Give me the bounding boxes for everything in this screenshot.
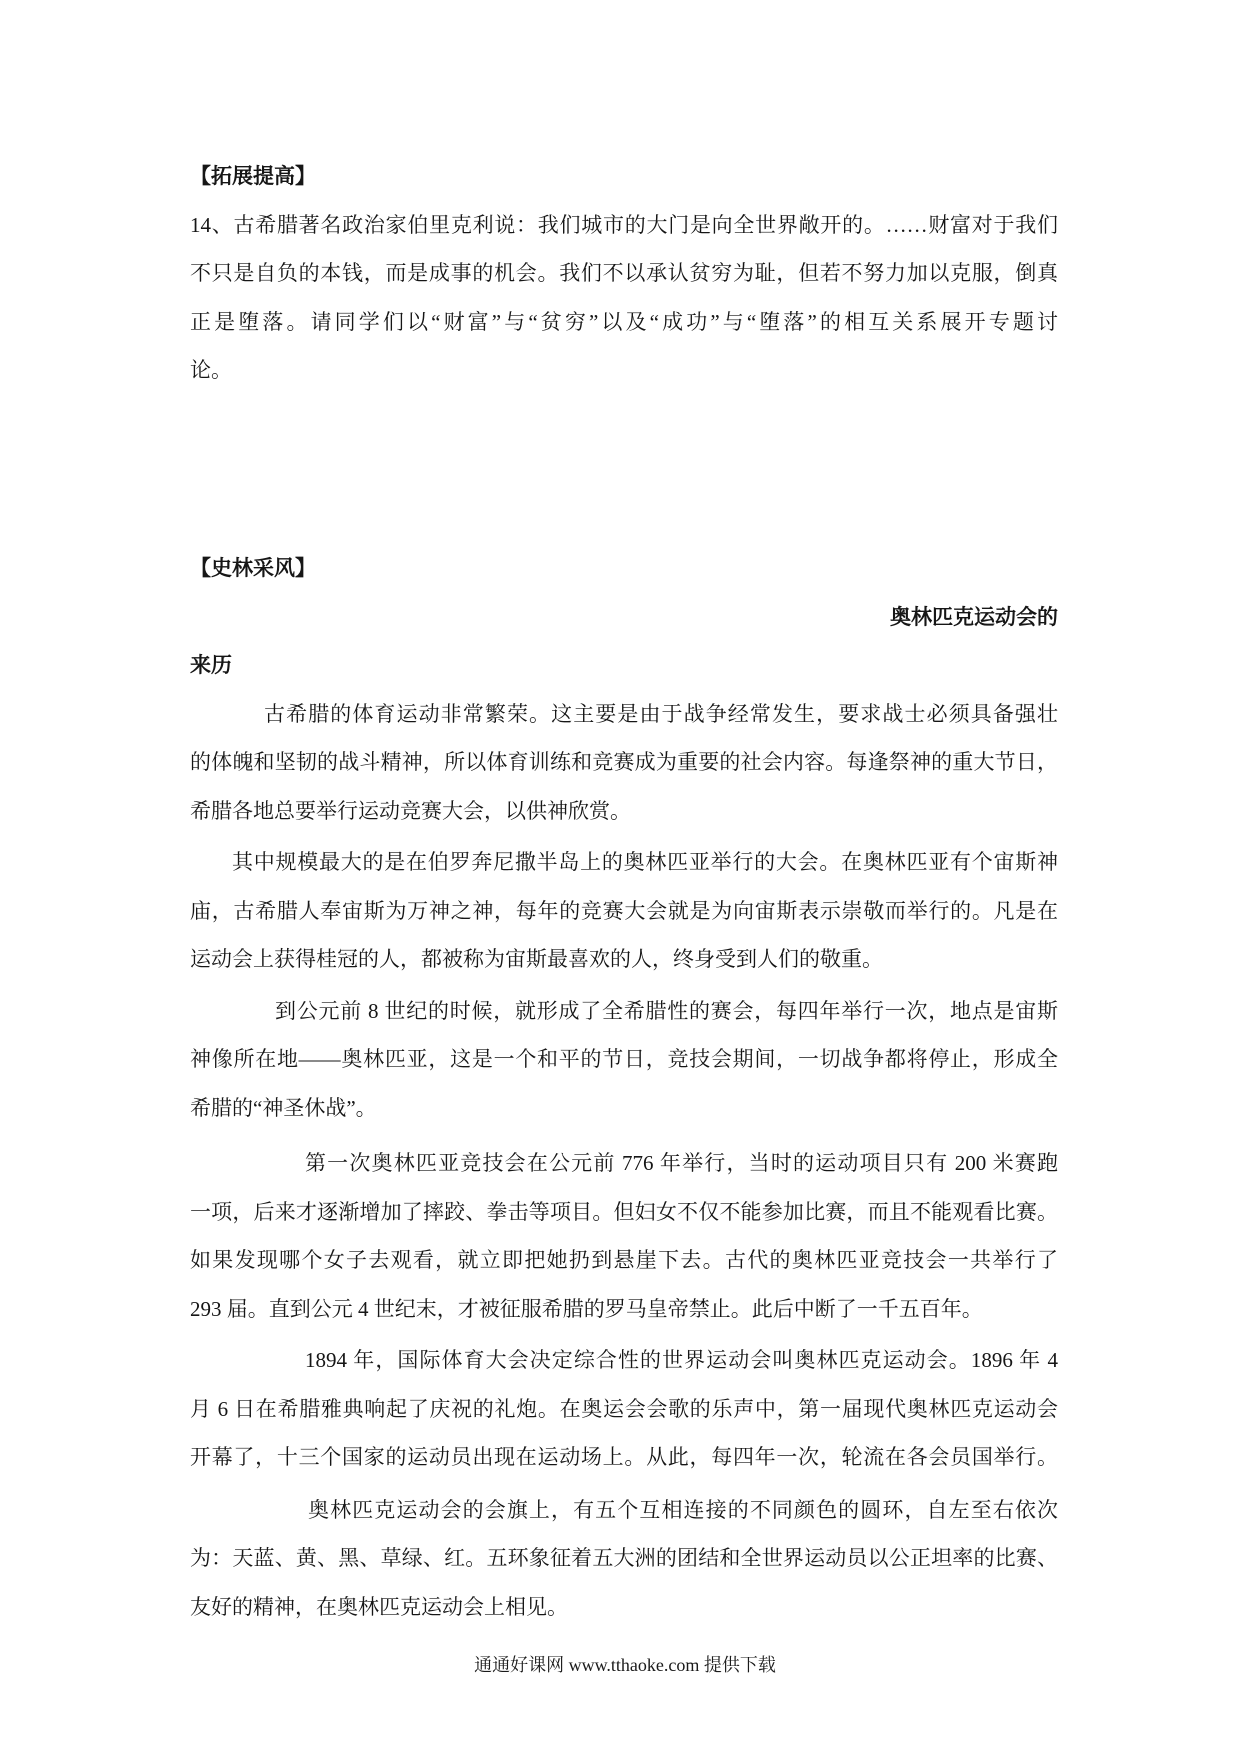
text-line: 神像所在地——奥林匹亚，这是一个和平的节日，竞技会期间，一切战争都将停止，形成全 — [190, 1047, 1058, 1071]
paragraph — [190, 1139, 1058, 1333]
text-line: 的体魄和坚韧的战斗精神，所以体育训练和竞赛成为重要的社会内容。每逢祭神的重大节日， — [190, 750, 1058, 774]
text-line: 到公元前 8 世纪的时候，就形成了全希腊性的赛会，每四年举行一次，地点是宙斯 — [275, 998, 1058, 1023]
text-line: 论。 — [190, 358, 232, 382]
text-line: 不只是自负的本钱，而是成事的机会。我们不以承认贫穷为耻，但若不努力加以克服，倒真 — [190, 261, 1058, 285]
paragraph — [190, 987, 1058, 1133]
paragraph — [190, 1336, 1058, 1482]
paragraph — [190, 1486, 1058, 1632]
text-line: 1894 年，国际体育大会决定综合性的世界运动会叫奥林匹克运动会。1896 年 4 — [305, 1348, 1058, 1372]
section-heading: 【史林采风】 — [190, 556, 316, 580]
text-line: 开幕了，十三个国家的运动员出现在运动场上。从此，每四年一次，轮流在各会员国举行。 — [190, 1445, 1058, 1469]
text-line: 293 届。直到公元 4 世纪末，才被征服希腊的罗马皇帝禁止。此后中断了一千五百年。 — [190, 1296, 983, 1321]
text-line: 庙，古希腊人奉宙斯为万神之神，每年的竞赛大会就是为向宙斯表示崇敬而举行的。凡是在 — [190, 898, 1058, 923]
text-line: 希腊的“神圣休战”。 — [190, 1095, 377, 1120]
text-line: 运动会上获得桂冠的人，都被称为宙斯最喜欢的人，终身受到人们的敬重。 — [190, 947, 883, 971]
article-title-line: 来历 — [190, 653, 232, 677]
text-line: 古希腊的体育运动非常繁荣。这主要是由于战争经常发生，要求战士必须具备强壮 — [264, 701, 1058, 726]
text-line: 正是堕落。请同学们以“财富”与“贫穷”以及“成功”与“堕落”的相互关系展开专题讨 — [190, 309, 1058, 334]
extension-section — [190, 152, 1058, 395]
paragraph — [190, 838, 1058, 984]
text-line: 友好的精神，在奥林匹克运动会上相见。 — [190, 1594, 568, 1619]
text-line: 希腊各地总要举行运动竞赛大会，以供神欣赏。 — [190, 798, 631, 823]
footer-credit: 通通好课网 www.tthaoke.com 提供下载 — [474, 1655, 776, 1675]
question-paragraph — [190, 201, 1058, 395]
text-line: 奥林匹克运动会的会旗上，有五个互相连接的不同颜色的圆环，自左至右依次 — [308, 1497, 1058, 1522]
paragraph — [190, 690, 1058, 836]
section-heading: 【拓展提高】 — [190, 164, 316, 188]
history-section — [190, 544, 1058, 1631]
article-title-line: 奥林匹克运动会的 — [890, 604, 1058, 629]
text-line: 第一次奥林匹亚竞技会在公元前 776 年举行，当时的运动项目只有 200 米赛跑 — [305, 1151, 1058, 1175]
text-line: 一项，后来才逐渐增加了摔跤、拳击等项目。但妇女不仅不能参加比赛，而且不能观看比赛。 — [190, 1199, 1058, 1224]
text-line: 如果发现哪个女子去观看，就立即把她扔到悬崖下去。古代的奥林匹亚竞技会一共举行了 — [190, 1248, 1058, 1272]
text-line: 月 6 日在希腊雅典响起了庆祝的礼炮。在奥运会会歌的乐声中，第一届现代奥林匹克运动会 — [190, 1396, 1058, 1421]
text-line: 其中规模最大的是在伯罗奔尼撒半岛上的奥林匹亚举行的大会。在奥林匹亚有个宙斯神 — [232, 850, 1058, 874]
text-line: 14、古希腊著名政治家伯里克利说：我们城市的大门是向全世界敞开的。……财富对于我们 — [190, 212, 1058, 237]
text-line: 为：天蓝、黄、黑、草绿、红。五环象征着五大洲的团结和全世界运动员以公正坦率的比赛、 — [190, 1546, 1058, 1570]
